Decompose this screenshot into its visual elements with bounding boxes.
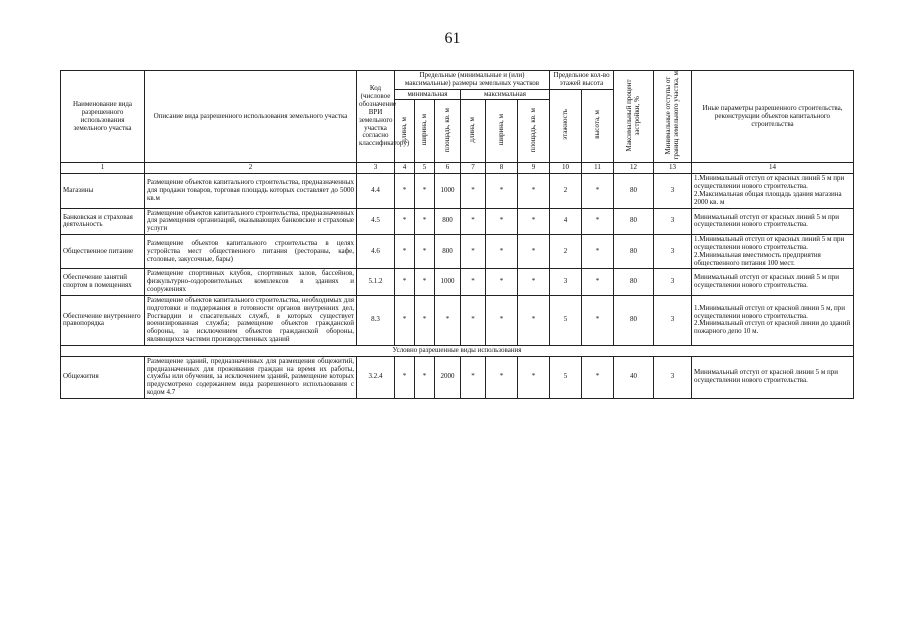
row-setback: 3	[654, 295, 692, 345]
row-build-pct: 80	[614, 269, 654, 295]
header-min-width: ширина, м	[415, 100, 435, 163]
row-max-area: *	[518, 174, 550, 208]
table-row	[61, 295, 854, 345]
row-max-area: *	[518, 269, 550, 295]
row-min-length: *	[395, 295, 415, 345]
row-name: Общественное питание	[61, 235, 145, 269]
row-max-width: *	[486, 235, 518, 269]
row-other-params: Минимальный отступ от красной линии 5 м при осуществлении нового строительства.	[692, 356, 854, 398]
row-other-params: 1.Минимальный отступ от красных линий 5 м при осуществлении нового строительства. 2.Минимальная вместимость предприятия общественного питания 100 мест.	[692, 235, 854, 269]
header-other: Иные параметры разрешенного строительства, реконструкции объектов капитального строительства	[692, 71, 854, 163]
header-height-group: Предельное кол-во этажей высота	[550, 71, 614, 90]
column-number: 11	[582, 163, 614, 174]
column-number: 5	[415, 163, 435, 174]
row-max-area: *	[518, 235, 550, 269]
row-code: 4.6	[357, 235, 395, 269]
row-min-width: *	[415, 295, 435, 345]
row-name: Общежития	[61, 356, 145, 398]
row-name: Обеспечение занятий спортом в помещениях	[61, 269, 145, 295]
column-number: 13	[654, 163, 692, 174]
row-min-area: 2000	[435, 356, 461, 398]
header-build-pct: Максимальный процент застройки, %	[614, 71, 654, 163]
row-max-width: *	[486, 295, 518, 345]
column-number: 3	[357, 163, 395, 174]
row-max-width: *	[486, 269, 518, 295]
row-other-params: 1.Минимальный отступ от красных линий 5 м при осуществлении нового строительства. 2.Максимальная общая площадь здания магазина 2000 кв. м	[692, 174, 854, 208]
header-code: Код (числовое обозначение ВРИ земельного участка согласно классификатору)	[357, 71, 395, 163]
row-name: Банковская и страховая деятельность	[61, 208, 145, 234]
row-other-params: Минимальный отступ от красных линий 5 м при осуществлении нового строительства.	[692, 208, 854, 234]
column-number: 12	[614, 163, 654, 174]
column-number: 10	[550, 163, 582, 174]
column-number: 6	[435, 163, 461, 174]
row-max-area: *	[518, 295, 550, 345]
row-build-pct: 80	[614, 208, 654, 234]
row-height: *	[582, 295, 614, 345]
header-min: минимальная	[395, 89, 461, 100]
row-other-params: Минимальный отступ от красных линий 5 м при осуществлении нового строительства.	[692, 269, 854, 295]
header-limits: Предельные (минимальные и (или) максимальные) размеры земельных участков	[395, 71, 550, 90]
table-row	[61, 269, 854, 295]
row-min-width: *	[415, 174, 435, 208]
row-max-width: *	[486, 174, 518, 208]
header-max: максимальная	[461, 89, 550, 100]
header-name: Наименование вида разрешенного использования земельного участка	[61, 71, 145, 163]
row-code: 5.1.2	[357, 269, 395, 295]
row-setback: 3	[654, 356, 692, 398]
row-min-width: *	[415, 235, 435, 269]
column-number: 7	[461, 163, 486, 174]
header-min-length: длина, м	[395, 100, 415, 163]
table-row	[61, 208, 854, 234]
row-code: 4.5	[357, 208, 395, 234]
row-floors: 4	[550, 208, 582, 234]
row-description: Размещение зданий, предназначенных для размещения общежитий, предназначенных для проживания граждан на время их работы, службы или обучения, за исключением зданий, размещение которых предусмотрено содержанием вида разрешенного использования с кодом 4.7	[145, 356, 357, 398]
row-height: *	[582, 174, 614, 208]
row-floors: 2	[550, 235, 582, 269]
column-number: 2	[145, 163, 357, 174]
row-description: Размещение объектов капитального строительства в целях устройства мест общественного питания (рестораны, кафе, столовые, закусочные, бары)	[145, 235, 357, 269]
row-max-area: *	[518, 356, 550, 398]
row-min-area: 1000	[435, 269, 461, 295]
table-row	[61, 235, 854, 269]
row-floors: 3	[550, 269, 582, 295]
row-min-length: *	[395, 174, 415, 208]
row-name: Обеспечение внутреннего правопорядка	[61, 295, 145, 345]
row-min-width: *	[415, 356, 435, 398]
row-min-area: 800	[435, 208, 461, 234]
row-min-area: 1000	[435, 174, 461, 208]
header-min-area: площадь, кв. м	[435, 100, 461, 163]
section-header-row	[61, 345, 854, 356]
row-max-length: *	[461, 235, 486, 269]
row-max-length: *	[461, 295, 486, 345]
row-min-length: *	[395, 356, 415, 398]
section-title: Условно разрешенные виды использования	[61, 345, 854, 356]
row-min-length: *	[395, 235, 415, 269]
row-description: Размещение объектов капитального строительства, предназначенных для продажи товаров, торговая площадь которых составляет до 5000 кв.м	[145, 174, 357, 208]
row-min-length: *	[395, 269, 415, 295]
row-name: Магазины	[61, 174, 145, 208]
column-number: 4	[395, 163, 415, 174]
row-floors: 2	[550, 174, 582, 208]
row-height: *	[582, 269, 614, 295]
row-min-length: *	[395, 208, 415, 234]
row-setback: 3	[654, 269, 692, 295]
table-row	[61, 356, 854, 398]
row-max-width: *	[486, 356, 518, 398]
header-max-width: ширина, м	[486, 100, 518, 163]
column-number: 14	[692, 163, 854, 174]
row-height: *	[582, 235, 614, 269]
column-number: 9	[518, 163, 550, 174]
table-body	[61, 174, 854, 399]
row-description: Размещение объектов капитального строительства, необходимых для подготовки и поддержания в готовности органов внутренних дел, Росгвардии и спасательных служб, в которых существует военизированная служба; размещение объектов гражданской обороны, за исключением объектов гражданской обороны, являющихся частями производственных зданий	[145, 295, 357, 345]
row-setback: 3	[654, 235, 692, 269]
header-height: высота, м	[582, 89, 614, 163]
row-code: 8.3	[357, 295, 395, 345]
row-min-width: *	[415, 269, 435, 295]
page-number: 61	[444, 30, 461, 47]
row-code: 3.2.4	[357, 356, 395, 398]
row-min-area: *	[435, 295, 461, 345]
zoning-table	[60, 70, 854, 399]
table-row	[61, 174, 854, 208]
row-height: *	[582, 356, 614, 398]
row-floors: 5	[550, 295, 582, 345]
header-floors: этажность	[550, 89, 582, 163]
row-max-length: *	[461, 269, 486, 295]
column-number: 8	[486, 163, 518, 174]
row-height: *	[582, 208, 614, 234]
row-build-pct: 80	[614, 295, 654, 345]
row-floors: 5	[550, 356, 582, 398]
header-setback: Минимальные отступы от границ земельного участка, м	[654, 71, 692, 163]
row-setback: 3	[654, 174, 692, 208]
header-desc: Описание вида разрешенного использования земельного участка	[145, 71, 357, 163]
row-max-length: *	[461, 174, 486, 208]
header-max-length: длина, м	[461, 100, 486, 163]
row-build-pct: 80	[614, 235, 654, 269]
column-number: 1	[61, 163, 145, 174]
header-max-area: площадь, кв. м	[518, 100, 550, 163]
row-code: 4.4	[357, 174, 395, 208]
row-min-area: 800	[435, 235, 461, 269]
row-max-area: *	[518, 208, 550, 234]
row-build-pct: 40	[614, 356, 654, 398]
row-build-pct: 80	[614, 174, 654, 208]
row-description: Размещение объектов капитального строительства, предназначенных для размещения организаций, оказывающих банковские и страховые услуги	[145, 208, 357, 234]
row-max-length: *	[461, 356, 486, 398]
row-description: Размещение спортивных клубов, спортивных залов, бассейнов, физкультурно-оздоровительных комплексов в зданиях и сооружениях	[145, 269, 357, 295]
row-setback: 3	[654, 208, 692, 234]
row-other-params: 1.Минимальный отступ от красной линии 5 м, при осуществлении нового строительства. 2.Минимальный отступ от красной линии до зданий пожарного депо 10 м.	[692, 295, 854, 345]
row-max-width: *	[486, 208, 518, 234]
row-max-length: *	[461, 208, 486, 234]
row-min-width: *	[415, 208, 435, 234]
column-number-row	[61, 163, 854, 174]
